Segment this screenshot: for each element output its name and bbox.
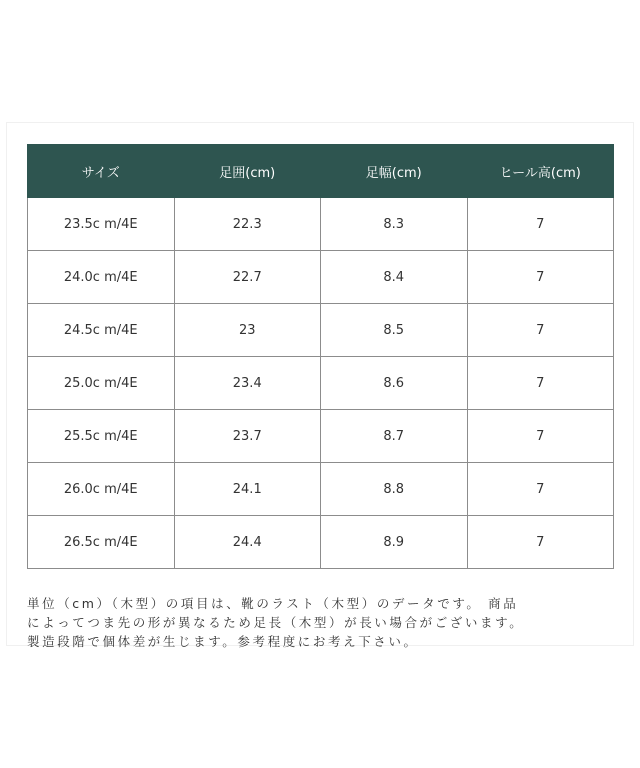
cell-foot-girth: 22.7 bbox=[174, 251, 321, 304]
cell-foot-width: 8.6 bbox=[321, 357, 468, 410]
note-line-2: によってつま先の形が異なるため足長（木型）が長い場合がございます。 bbox=[27, 615, 525, 630]
table-row bbox=[28, 516, 614, 569]
header-foot-girth: 足囲(cm) bbox=[174, 145, 321, 198]
cell-size: 26.0c m/4E bbox=[28, 463, 175, 516]
header-size: サイズ bbox=[28, 145, 175, 198]
note-line-3: 製造段階で個体差が生じます。参考程度にお考え下さい。 bbox=[27, 634, 419, 649]
note-line-1: 単位（cm）（木型）の項目は、靴のラスト（木型）のデータです。 商品 bbox=[27, 596, 519, 611]
size-table bbox=[27, 144, 614, 569]
cell-heel-height: 7 bbox=[467, 304, 614, 357]
cell-foot-girth: 24.4 bbox=[174, 516, 321, 569]
cell-foot-girth: 22.3 bbox=[174, 198, 321, 251]
cell-foot-width: 8.8 bbox=[321, 463, 468, 516]
cell-heel-height: 7 bbox=[467, 198, 614, 251]
cell-foot-width: 8.5 bbox=[321, 304, 468, 357]
table-row bbox=[28, 251, 614, 304]
cell-foot-girth: 23 bbox=[174, 304, 321, 357]
cell-heel-height: 7 bbox=[467, 357, 614, 410]
cell-heel-height: 7 bbox=[467, 516, 614, 569]
cell-heel-height: 7 bbox=[467, 463, 614, 516]
cell-foot-girth: 23.4 bbox=[174, 357, 321, 410]
cell-size: 23.5c m/4E bbox=[28, 198, 175, 251]
cell-foot-girth: 23.7 bbox=[174, 410, 321, 463]
size-note bbox=[27, 594, 627, 651]
header-heel-height: ヒール高(cm) bbox=[467, 145, 614, 198]
cell-foot-width: 8.9 bbox=[321, 516, 468, 569]
table-row bbox=[28, 357, 614, 410]
table-row bbox=[28, 304, 614, 357]
table-row bbox=[28, 463, 614, 516]
cell-size: 24.0c m/4E bbox=[28, 251, 175, 304]
cell-size: 26.5c m/4E bbox=[28, 516, 175, 569]
table-header-row bbox=[28, 145, 614, 198]
cell-foot-girth: 24.1 bbox=[174, 463, 321, 516]
table-row bbox=[28, 410, 614, 463]
header-foot-width: 足幅(cm) bbox=[321, 145, 468, 198]
cell-size: 24.5c m/4E bbox=[28, 304, 175, 357]
cell-foot-width: 8.7 bbox=[321, 410, 468, 463]
cell-foot-width: 8.3 bbox=[321, 198, 468, 251]
cell-heel-height: 7 bbox=[467, 251, 614, 304]
cell-size: 25.0c m/4E bbox=[28, 357, 175, 410]
cell-foot-width: 8.4 bbox=[321, 251, 468, 304]
table-row bbox=[28, 198, 614, 251]
cell-size: 25.5c m/4E bbox=[28, 410, 175, 463]
cell-heel-height: 7 bbox=[467, 410, 614, 463]
